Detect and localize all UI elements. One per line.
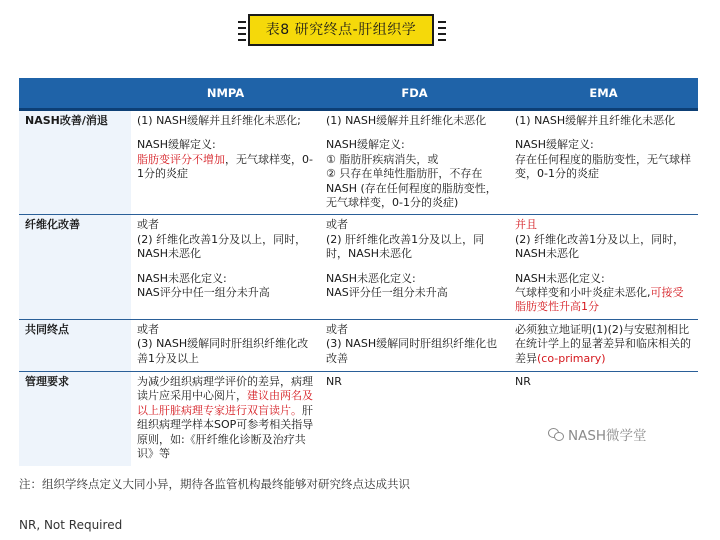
table-row [19, 371, 698, 466]
endpoint-table [19, 78, 698, 466]
cell-text: (1) NASH缓解并且纤维化未恶化; [137, 114, 301, 127]
cell-ema [509, 110, 698, 215]
cell-text-red: 建议由两名及以上肝脏病理专家进行双盲读片。 [137, 389, 313, 417]
cell-text: NR [515, 374, 531, 388]
cell-text: (1) NASH缓解并且纤维化未恶化 [515, 114, 676, 127]
table-header-row [19, 78, 698, 110]
cell-text: (2) 纤维化改善1分及以上，同时，NASH未恶化 [515, 232, 685, 261]
cell-text: NASH未恶化定义: [326, 271, 416, 285]
cell-text: (2) 纤维化改善1分及以上，同时，NASH未恶化 [137, 232, 307, 261]
table-title: 表8 研究终点-肝组织学 [248, 14, 434, 46]
cell-text: 或者 [326, 218, 348, 232]
cell-nmpa [131, 371, 320, 466]
cell-text: (1) NASH缓解并且纤维化未恶化 [326, 114, 487, 127]
cell-text-red: 脂肪变评分不增加 [137, 152, 225, 166]
cell-text: 必须独立地证明(1)(2)与安慰剂相比在统计学上的显著差异和临床相关的差异 [515, 322, 691, 365]
footnote: 注：组织学终点定义大同小异，期待各监管机构最终能够对研究终点达成共识 [19, 477, 410, 491]
cell-ema [509, 215, 698, 319]
cell-text: NR [326, 374, 342, 388]
watermark-text: NASH微学堂 [568, 428, 647, 444]
cell-text-red: 并且 [515, 218, 537, 232]
row-label-fibrosis-improvement: 纤维化改善 [19, 215, 131, 319]
cell-nmpa [131, 110, 320, 215]
cell-text: NASH缓解定义: [515, 138, 594, 152]
row-label-nash-resolution: NASH改善/消退 [19, 110, 131, 215]
header-fda: FDA [320, 78, 509, 110]
cell-nmpa [131, 319, 320, 371]
header-ema: EMA [509, 78, 698, 110]
cell-fda [320, 319, 509, 371]
row-label-management-requirements: 管理要求 [19, 371, 131, 466]
decorative-ruler-left [238, 17, 246, 45]
abbreviation-note: NR, Not Required [19, 518, 123, 532]
decorative-ruler-right [438, 17, 446, 45]
cell-text: NASH未恶化定义: [515, 271, 605, 285]
cell-text: (2) 肝纤维化改善1分及以上，同时，NASH未恶化 [326, 232, 485, 261]
cell-text: 肝组织病理学样本SOP可参考相关指导原则，如:《肝纤维化诊断及治疗共识》等 [137, 403, 314, 460]
cell-ema [509, 319, 698, 371]
table-row [19, 319, 698, 371]
cell-text-red: (co-primary) [537, 351, 606, 365]
cell-ema [509, 371, 698, 466]
cell-text: ② 只存在单纯性脂肪肝，不存在NASH (存在任何程度的脂肪变性，无气球样变，0-1分的炎症) [326, 167, 497, 210]
cell-text: ① 脂肪肝疾病消失，或 [326, 152, 439, 166]
cell-text: NAS评分中任一组分未升高 [137, 286, 270, 300]
watermark [548, 424, 647, 444]
cell-fda [320, 215, 509, 319]
cell-text: NAS评分任一组分未升高 [326, 286, 448, 300]
cell-text: 或者 [326, 322, 348, 336]
cell-text: 或者 [137, 322, 159, 336]
table-row [19, 215, 698, 319]
table-title-banner [238, 14, 446, 48]
cell-text: NASH缓解定义: [137, 138, 216, 152]
cell-fda [320, 371, 509, 466]
cell-text: (3) NASH缓解同时肝组织纤维化也改善 [326, 337, 498, 365]
wechat-icon [548, 427, 564, 441]
cell-text: NASH缓解定义: [326, 138, 405, 152]
header-blank [19, 78, 131, 110]
table-row [19, 110, 698, 215]
row-label-co-primary-endpoint: 共同终点 [19, 319, 131, 371]
cell-text: NASH未恶化定义: [137, 271, 227, 285]
cell-text: 为减少组织病理学评价的差异，病理读片应采用中心阅片， [137, 374, 313, 403]
header-nmpa: NMPA [131, 78, 320, 110]
cell-text: 气球样变和小叶炎症未恶化, [515, 286, 651, 300]
cell-text: ，无气球样变，0-1分的炎症 [137, 152, 313, 181]
cell-text: (3) NASH缓解同时肝组织纤维化改善1分及以上 [137, 337, 309, 365]
cell-text: 存在任何程度的脂肪变性，无气球样变，0-1分的炎症 [515, 152, 691, 181]
cell-fda [320, 110, 509, 215]
cell-text-red: 可接受脂肪变性升高1分 [515, 286, 684, 314]
cell-nmpa [131, 215, 320, 319]
cell-text: 或者 [137, 218, 159, 232]
